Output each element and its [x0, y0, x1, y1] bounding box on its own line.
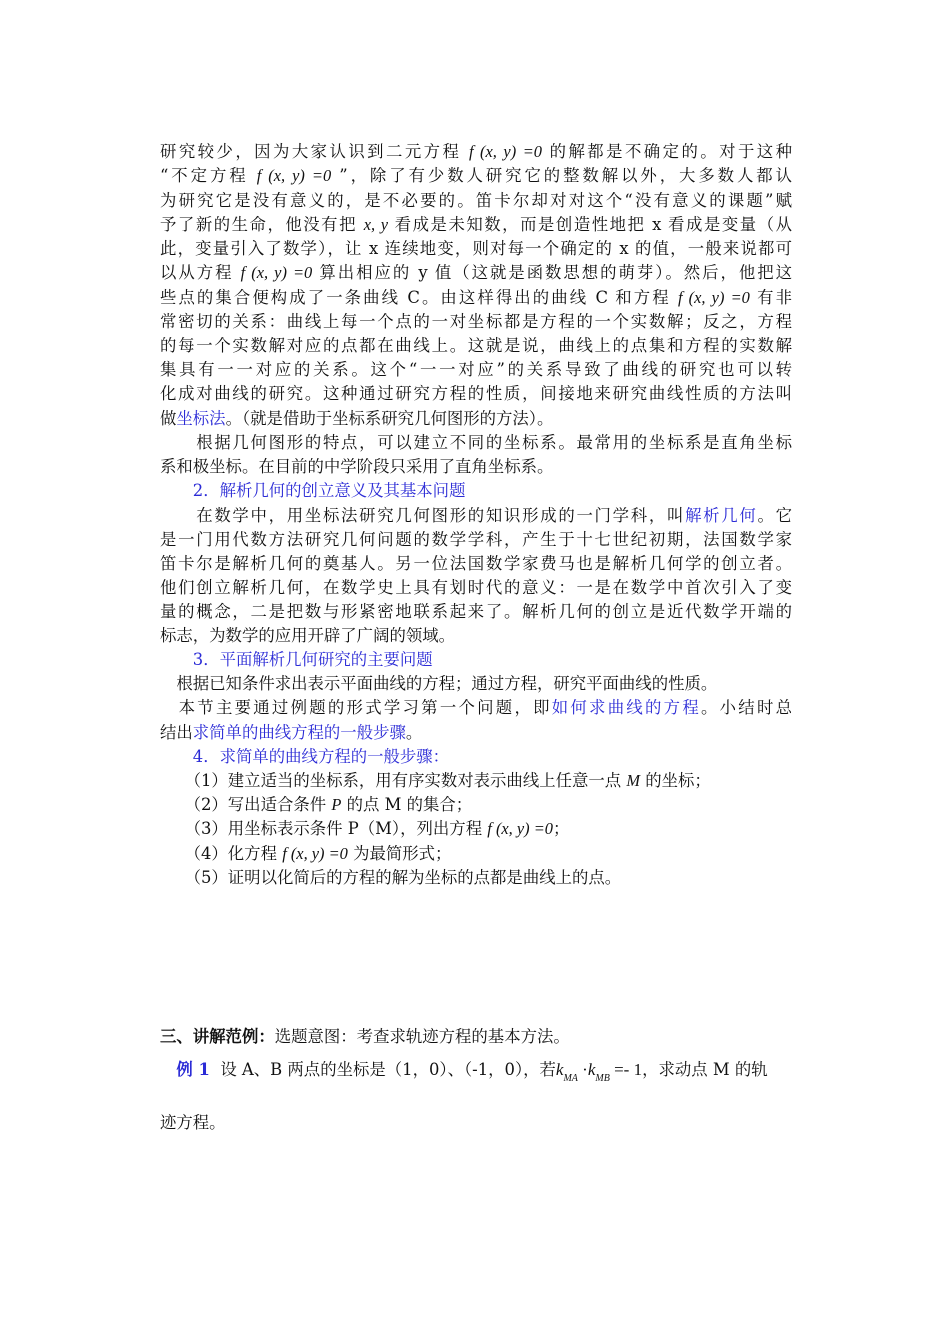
math-expression: f (x, y) =0: [677, 288, 750, 307]
text-line: [160, 335, 792, 357]
line-text: ”，除了有少数人研究它的整数解以外，大多数人都认: [331, 166, 792, 185]
line-text: 些点的集合便构成了一条曲线 C。由这样得出的曲线 C 和方程: [160, 288, 678, 307]
math-expression: f (x, y) =0: [256, 166, 332, 185]
highlight-term: 2．解析几何的创立意义及其基本问题: [160, 481, 466, 500]
line-text: 的解都是不确定的。对于这种: [541, 142, 792, 161]
text-line: [160, 746, 792, 768]
text-line: [160, 794, 792, 816]
highlight-term: 求简单的曲线方程的一般步骤: [192, 723, 406, 742]
line-text: 算出相应的 y 值（这就是函数思想的萌芽）。然后，他把这: [312, 263, 792, 282]
line-text: 本节主要通过例题的形式学习第一个问题，即: [160, 698, 552, 717]
line-text: 的点 M 的集合；: [341, 795, 473, 814]
line-text: 看成是未知数，而是创造性地把 x 看成是变量（从: [388, 215, 792, 234]
math-symbol: P: [331, 795, 342, 814]
text-line: [160, 456, 792, 478]
example-text: 设 A、B 两点的坐标是（1，0）、（-1，0），若: [220, 1060, 556, 1079]
line-text: 此，变量引入了数学），让 x 连续地变，则对每一个确定的 x 的值，一般来说都可: [160, 239, 792, 258]
text-line: [160, 141, 792, 163]
highlight-term: 3．平面解析几何研究的主要问题: [160, 650, 433, 669]
line-text: （1）建立适当的坐标系，用有序实数对表示曲线上任意一点: [160, 771, 627, 790]
math-expression: x, y: [363, 215, 388, 234]
section-heading-examples: [160, 1026, 792, 1048]
line-text: 的每一个实数解对应的点都在曲线上。这就是说，曲线上的点集和方程的实数解: [160, 336, 792, 355]
text-line: [160, 818, 792, 840]
line-text: 以从方程: [160, 263, 241, 282]
line-text: 予了新的生命，他没有把: [160, 215, 364, 234]
text-line: [160, 673, 792, 695]
line-text: 为研究它是没有意义的，是不必要的。笛卡尔却对对这个“没有意义的课题”赋: [160, 191, 792, 210]
line-text: 有非: [749, 288, 792, 307]
line-text: 在数学中，用坐标法研究几何图形的知识形成的一门学科，叫: [160, 506, 686, 525]
line-text: （5）证明以化简后的方程的解为坐标的点都是曲线上的点。: [160, 868, 622, 887]
example-label: 例 1: [176, 1060, 210, 1079]
line-text: 是一门用代数方法研究几何问题的数学学科，产生于十七世纪初期，法国数学家: [160, 530, 792, 549]
line-text: 量的概念，二是把数与形紧密地联系起来了。解析几何的创立是近代数学开端的: [160, 602, 792, 621]
text-line: [160, 262, 792, 284]
line-text: “不定方程: [160, 166, 257, 185]
text-line: [160, 165, 792, 187]
math-expression: f (x, y) =0: [240, 263, 313, 282]
text-line: [160, 214, 792, 236]
line-text: 标志，为数学的应用开辟了广阔的领域。: [160, 626, 456, 645]
text-line: [160, 843, 792, 865]
text-line: [160, 359, 792, 381]
math-expression: f (x, y) =0: [468, 142, 542, 161]
text-line: [160, 311, 792, 333]
line-text: ；: [552, 819, 570, 838]
math-expression: f (x, y) =0: [282, 844, 348, 863]
line-text: 结出: [160, 723, 193, 742]
text-line: [160, 625, 792, 647]
text-line: [160, 867, 792, 889]
text-line: [160, 190, 792, 212]
highlight-term: 如何求曲线的方程: [551, 698, 701, 717]
line-text: 。它: [757, 506, 792, 525]
line-text: 他们创立解析几何，在数学史上具有划时代的意义：一是在数学中首次引入了变: [160, 578, 792, 597]
highlight-term: 4．求简单的曲线方程的一般步骤：: [160, 747, 450, 766]
slope-product-formula: $k_{MA} \cdot k_{MB} =- 1$: [555, 1060, 643, 1084]
section-intro: 选题意图：考查求轨迹方程的基本方法。: [274, 1027, 570, 1046]
line-text: 根据几何图形的特点，可以建立不同的坐标系。最常用的坐标系是直角坐标: [160, 433, 792, 452]
line-text: 的坐标；: [640, 771, 711, 790]
line-text: （4）化方程: [160, 844, 283, 863]
line-text: 研究较少，因为大家认识到二元方程: [160, 142, 469, 161]
text-line: [160, 287, 792, 309]
line-text: 笛卡尔是解析几何的奠基人。另一位法国数学家费马也是解析几何学的创立者。: [160, 554, 792, 573]
example-1-continuation: 迹方程。: [160, 1113, 226, 1132]
line-text: 为最简形式；: [347, 844, 452, 863]
math-expression: f (x, y) =0: [487, 819, 553, 838]
line-text: （3）用坐标表示条件 P（M），列出方程: [160, 819, 488, 838]
text-line: [160, 529, 792, 551]
text-line: [160, 480, 792, 502]
text-line: [160, 770, 792, 792]
line-text: 常密切的关系：曲线上每一个点的一对坐标都是方程的一个实数解；反之，方程: [160, 312, 792, 331]
text-line: [160, 383, 792, 405]
text-line: [160, 577, 792, 599]
highlight-term: 解析几何: [685, 506, 758, 525]
math-symbol: M: [626, 771, 641, 790]
highlight-term: 坐标法: [176, 409, 226, 428]
text-line: [160, 553, 792, 575]
section-heading: 三、讲解范例：: [160, 1027, 275, 1046]
text-line: [160, 601, 792, 623]
line-text: 根据已知条件求出表示平面曲线的方程；通过方程，研究平面曲线的性质。: [160, 674, 718, 693]
line-text: 做: [160, 409, 177, 428]
line-text: （2）写出适合条件: [160, 795, 332, 814]
text-line: [160, 238, 792, 260]
line-text: 系和极坐标。在目前的中学阶段只采用了直角坐标系。: [160, 457, 554, 476]
text-line: [160, 432, 792, 454]
text-line: [160, 505, 792, 527]
line-text: 。: [405, 723, 423, 742]
line-text: 。小结时总: [701, 698, 792, 717]
line-text: 。（就是借助于坐标系研究几何图形的方法）。: [225, 409, 554, 428]
example-1-statement: [160, 1057, 792, 1092]
line-text: 化成对曲线的研究。这种通过研究方程的性质，间接地来研究曲线性质的方法叫: [160, 384, 792, 403]
text-line: [160, 722, 792, 744]
text-line: [160, 697, 792, 719]
text-line: [160, 408, 792, 430]
text-line: [160, 649, 792, 671]
example-text-end: ，求动点 M 的轨: [642, 1060, 768, 1079]
line-text: 集具有一一对应的关系。这个“一一对应”的关系导致了曲线的研究也可以转: [160, 360, 792, 379]
